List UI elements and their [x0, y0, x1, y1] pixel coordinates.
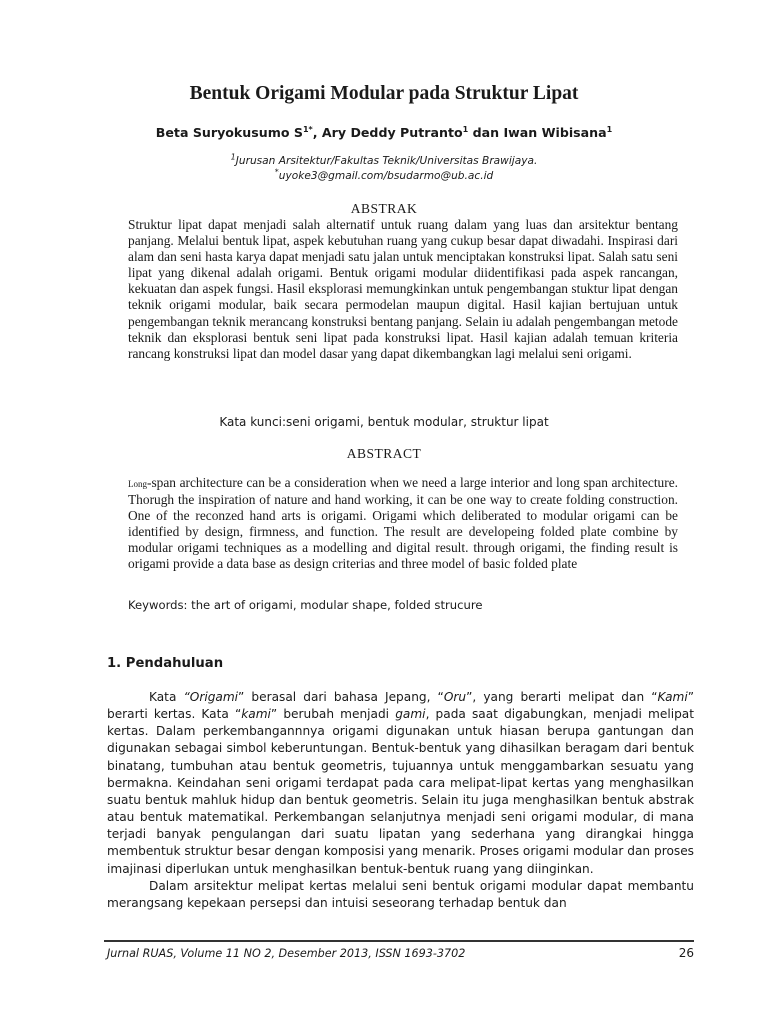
author-name: dan Iwan Wibisana — [468, 125, 607, 140]
email-text: uyoke3@gmail.com/bsudarmo@ub.ac.id — [278, 170, 494, 182]
author-affiliation-mark: 1 — [606, 124, 613, 134]
abstrak-body: Struktur lipat dapat menjadi salah alternatif untuk ruang dalam yang luas dan arsitektur bentang panjang. Melalui bentuk lipat, aspek kebutuhan ruang yang cukup besar dapat diwadahi. Inspirasi dari alam dan seni hasta karya dapat menjadi satu jalan untuk menciptakan konstruksi lipat. Salah satu seni lipat yang dikenal adalah origami. Bentuk origami modular diidentifikasi pada aspek rancangan, kekuatan dan aspek fungsi. Hasil eksplorasi memungkinkan untuk pengembangan stuktur lipat dengan teknik origami modular, baik secara permodelan maupun digital. Hasil kajian bertujuan untuk pengembangan teknik merancang konstruksi bentang panjang. Selain iu adalah pengembangan metode teknik dan eksplorasi bentuk seni lipat pada konstruksi lipat. Hasil kajian adalah temuan kriteria rancang konstruksi lipat dan model dasar yang dapat dikembangkan lagi melalui seni origami. — [128, 217, 678, 361]
journal-footer: Jurnal RUAS, Volume 11 NO 2, Desember 2013, ISSN 1693-3702 — [107, 947, 466, 960]
abstract-text: -span architecture can be a consideration when we need a large interior and long span architecture. Thorugh the inspiration of nature and hand working, it can be one way to create folding construction. One of the reconzed hand arts is origami. Origami which deliberated to modular origami can be identified by design, firmness, and function. The result are developeing folded plate combine by modular origami techniques as a modelling and digital result. through origami, the finding result is origami provide a data base as design criterias and three model of basic folded plate — [128, 475, 678, 572]
paragraph: Kata “Origami” berasal dari bahasa Jepang, “Oru”, yang berarti melipat dan “Kami” berarti kertas. Kata “kami” berubah menjadi gami, pada saat digabungkan, menjadi melipat kertas. Dalam perkembangannnya origami digunakan untuk hiasan berupa gantungan dan digunakan sebagai simbol keberuntungan. Bentuk-bentuk yang dihasilkan beragam dari bentuk binatang, tumbuhan atau bentuk geometris, tujuannya untuk menggambarkan sesuatu yang bermakna. Keindahan seni origami terdapat pada cara melipat-lipat kertas yang menghasilkan suatu bentuk mahluk hidup dan bentuk geometris. Selain itu juga menghasilkan bentuk abstrak atau bentuk matematikal. Perkembangan selanjutnya menjadi seni origami modular, di mana terjadi banyak pengulangan dari suatu lipatan yang sederhana yang dirangkai hingga membentuk struktur besar dengan komposisi yang menarik. Proses origami modular dan proses imajinasi diperlukan untuk menghasilkan bentuk-bentuk ruang yang diinginkan. — [107, 690, 695, 876]
affiliation — [0, 152, 768, 167]
abstrak-heading: ABSTRAK — [350, 201, 418, 216]
section-heading: 1. Pendahuluan — [107, 656, 224, 671]
section-body — [107, 689, 694, 912]
paper-title: Bentuk Origami Modular pada Struktur Lipat — [189, 83, 579, 104]
affiliation-text: Jurusan Arsitektur/Fakultas Teknik/Universitas Brawijaya. — [235, 155, 538, 167]
abstract-heading: ABSTRACT — [346, 446, 422, 461]
contact-email — [0, 167, 768, 182]
email-mark: * — [274, 167, 279, 177]
author-name: Beta Suryokusumo S — [155, 125, 303, 140]
paragraph: Dalam arsitektur melipat kertas melalui seni bentuk origami modular dapat membantu merangsang kepekaan persepsi dan intuisi seseorang terhadap bentuk dan — [107, 878, 694, 910]
author-affiliation-mark: 1* — [302, 124, 313, 134]
affiliation-mark: 1 — [230, 152, 236, 162]
author-affiliation-mark: 1 — [462, 124, 469, 134]
abstract-lead-word: Long — [128, 479, 147, 489]
abstract-body — [128, 475, 678, 573]
author-list — [0, 125, 768, 140]
page-number: 26 — [678, 946, 694, 960]
kata-kunci: Kata kunci:seni origami, bentuk modular, struktur lipat — [219, 415, 549, 429]
author-name: , Ary Deddy Putranto — [312, 125, 463, 140]
footer-divider — [104, 940, 694, 942]
keywords: Keywords: the art of origami, modular shape, folded strucure — [128, 598, 483, 612]
